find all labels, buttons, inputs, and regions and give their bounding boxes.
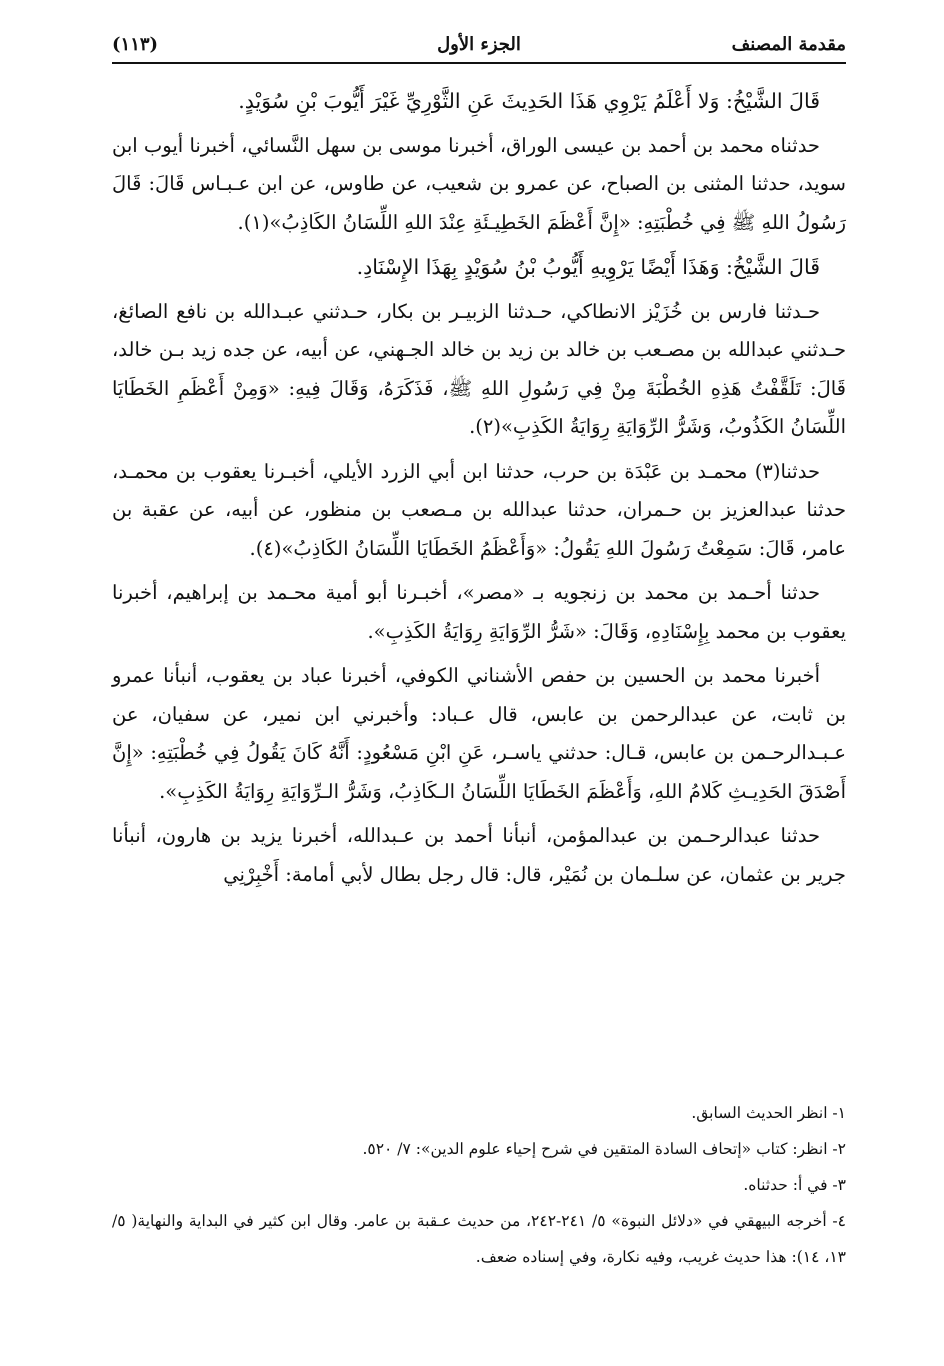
footnote-4: ٤- أخرجه البيهقي في «دلائل النبوة» ٥/ ٢٤١-٢٤٢، من حديث عـقبة بن عامر. وقال ابن كثير في البداية والنهاية( ٥/ ١٣، ١٤): هذا حديث غريب، وفيه نكارة، وفي إسناده ضعف. (112, 1212, 846, 1266)
main-text (112, 82, 846, 894)
paragraph-3: قَالَ الشَّيْخُ: وَهَذَا أَيْضًا يَرْوِيهِ أَيُّوبُ بْنُ سُوَيْدٍ بِهَذَا الإِسْنَادِ. (356, 255, 820, 279)
footnote-1: ١- انظر الحديث السابق. (691, 1104, 846, 1122)
paragraph-7: أخبرنا محمد بن الحسين بن حفص الأشناني الكوفي، أخبرنا عباد بن يعقوب، أنبأنا عمرو بن ثابت، عن عبدالرحمن بن عابس، قال عـباد: وأخبرني ابن نمير، عن سفيان، عن عـبـدالرحـمن بن عابس، قـال: حدثني ياسـر، عَنِ ابْنِ مَسْعُودٍ: أَنَّهُ كَانَ يَقُولُ فِي خُطْبَتِهِ: «إِنَّ أَصْدَقَ الحَدِيـثِ كَلامُ اللهِ، وَأَعْظَمَ الخَطَايَا اللِّسَانُ الـكَاذِبُ، وَشَرُّ الـرِّوَايَةِ رِوَايَةُ الكَذِبِ». (112, 664, 846, 803)
volume-title: الجزء الأول (437, 34, 521, 55)
paragraph-4: حـدثنا فارس بن خُزَيْز الانطاكي، حـدثنا الزبيـر بن بكار، حـدثني عبـدالله بن نافع الصائغ، حـدثني عبدالله بن مصـعب بن خالد بن زيد بن خالد الجـهني، عن أبيه، عن جده زيد بـن خالد، قَالَ: تَلَقَّفْتُ هَذِهِ الخُطْبَةَ مِنْ فِي رَسُولِ اللهِ ﷺ، فَذَكَرَهُ، وَقَالَ فِيهِ: «وَمِنْ أَعْظَمِ الخَطَايَا اللِّسَانُ الكَذُوبُ، وَشَرُّ الرِّوَايَةِ رِوَايَةُ الكَذِبِ»(٢). (112, 299, 846, 438)
section-title: مقدمة المصنف (731, 34, 846, 55)
footnote-2: ٢- انظر: كتاب «إتحاف السادة المتقين في شرح إحياء علوم الدين»: ٧/ ٥٢٠. (362, 1140, 846, 1158)
paragraph-1: قَالَ الشَّيْخُ: وَلا أَعْلَمُ يَرْوِي هَذَا الحَدِيثَ عَنِ الثَّوْرِيِّ غَيْرَ أَيُّوبَ بْنِ سُوَيْدٍ. (238, 89, 820, 113)
paragraph-5: حدثنا(٣) محمـد بن عَبْدَة بن حرب، حدثنا ابن أبي الزرد الأيلي، أخبـرنا يعقوب بن محمـد، حدثنا عبدالعزيز بن حـمران، حدثنا عبدالله بن مـصعب بن منظور، عن أبيه، عن عقبة بن عامر، قَالَ: سَمِعْتُ رَسُولَ اللهِ يَقُولُ: «وَأَعْظَمُ الخَطَايَا اللِّسَانُ الكَاذِبُ»(٤). (112, 459, 846, 560)
page-number: (١١٣) (112, 34, 159, 55)
paragraph-6: حدثنا أحـمد بن محمد بن زنجويه بـ «مصر»، أخبـرنا أبو أمية محـمد بن إبراهيم، أخبرنا يعقوب بن محمد بِإِسْنَادِهِ، وَقَالَ: «شَرُّ الرِّوَايَةِ رِوَايَةُ الكَذِبِ». (112, 581, 846, 643)
footnotes (112, 1095, 846, 1275)
footnote-3: ٣- في أ: حدثناه. (743, 1176, 846, 1194)
paragraph-8: حدثنا عبدالرحـمن بن عبدالمؤمن، أنبأنا أحمد بن عـبدالله، أخبرنا يزيد بن هارون، أنبأنا جرير بن عثمان، عن سلـمان بن نُمَيْر، قال: قال رجل بطال لأبي أمامة: أَخْبِرْنِي (112, 824, 846, 886)
page-header (112, 28, 846, 64)
paragraph-2: حدثناه محمد بن أحمد بن عيسى الوراق، أخبرنا موسى بن سهل النَّسائي، أخبرنا أيوب ابن سويد، حدثنا المثنى بن الصباح، عن عمرو بن شعيب، عن طاوس، عن ابن عـبـاس قَالَ: قَالَ رَسُولُ اللهِ ﷺ فِي خُطْبَتِهِ: «إِنَّ أَعْظَمَ الخَطِيـئَةِ عِنْدَ اللهِ اللِّسَانُ الكَاذِبُ»(١). (112, 133, 846, 234)
